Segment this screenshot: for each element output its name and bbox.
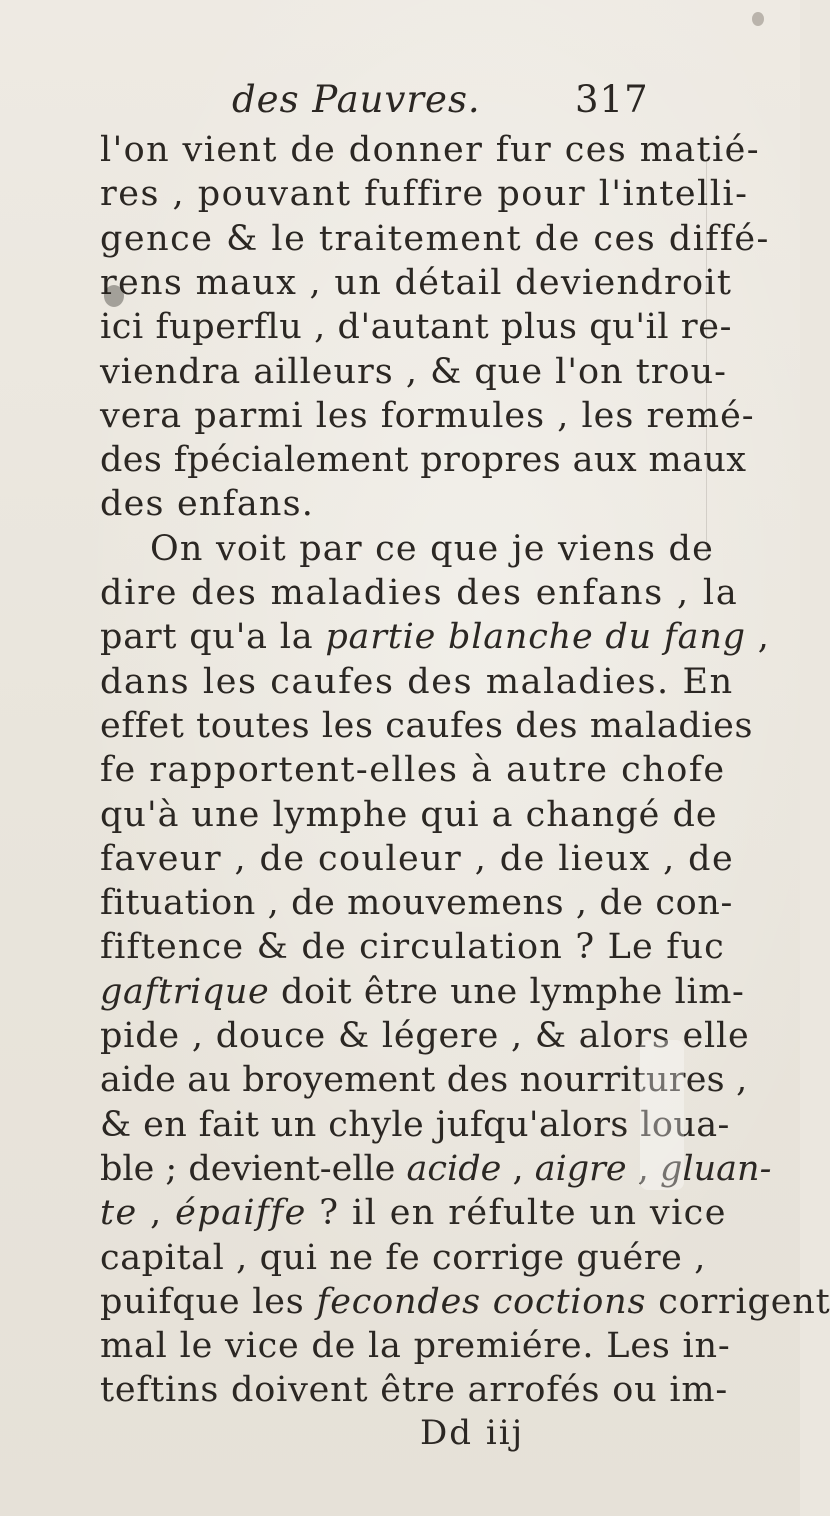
- text-line: des enfans.: [100, 484, 315, 525]
- signature-mark: Dd iij: [420, 1412, 525, 1453]
- text-line: gaftrique doit être une lymphe lim-: [100, 971, 745, 1012]
- text-line: dire des maladies des enfans , la: [100, 573, 739, 613]
- text-line: fe rapportent-elles à autre chofe: [100, 750, 726, 791]
- text-line: vera parmi les formules , les remé-: [100, 395, 755, 436]
- text-line: puifque les fecondes coctions corrigent: [100, 1281, 830, 1322]
- text-line: dans les caufes des maladies. En: [100, 661, 734, 702]
- text-line: teftins doivent être arrofés ou im-: [100, 1370, 728, 1411]
- text-line: res , pouvant fuffire pour l'intelli-: [100, 174, 749, 215]
- text-line: & en fait un chyle jufqu'alors loua-: [100, 1104, 730, 1145]
- text-line: gence & le traitement de ces diffé-: [100, 218, 770, 259]
- text-line: part qu'a la partie blanche du fang ,: [100, 617, 770, 658]
- ink-spot: [752, 12, 764, 26]
- text-line: fiftence & de circulation ? Le fuc: [100, 927, 725, 968]
- text-line: aide au broyement des nourritures ,: [100, 1060, 748, 1101]
- text-line: te , épaiffe ? il en réfulte un vice: [100, 1193, 727, 1234]
- text-line: pide , douce & légere , & alors elle: [100, 1016, 750, 1056]
- page-header: [0, 78, 800, 126]
- text-line: viendra ailleurs , & que l'on trou-: [100, 351, 727, 392]
- text-line: des fpécialement propres aux maux: [100, 440, 747, 481]
- text-line: effet toutes les caufes des maladies: [100, 705, 754, 746]
- text-line: fituation , de mouvemens , de con-: [100, 883, 733, 924]
- text-line: qu'à une lymphe qui a changé de: [100, 794, 718, 835]
- text-line: faveur , de couleur , de lieux , de: [100, 838, 735, 879]
- text-line: rens maux , un détail deviendroit: [100, 262, 733, 303]
- text-line: l'on vient de donner fur ces matié-: [100, 130, 760, 170]
- text-line: ici fuperflu , d'autant plus qu'il re-: [100, 307, 733, 348]
- text-line: On voit par ce que je viens de: [150, 528, 715, 569]
- page-number: 317: [575, 78, 649, 121]
- text-line: ble ; devient-elle acide , aigre , gluan-: [100, 1148, 772, 1189]
- running-title: des Pauvres.: [232, 78, 481, 121]
- ink-spot: [640, 1040, 684, 1190]
- ink-spot: [104, 285, 124, 307]
- text-line: capital , qui ne fe corrige guére ,: [100, 1237, 706, 1278]
- text-line: mal le vice de la premiére. Les in-: [100, 1326, 731, 1367]
